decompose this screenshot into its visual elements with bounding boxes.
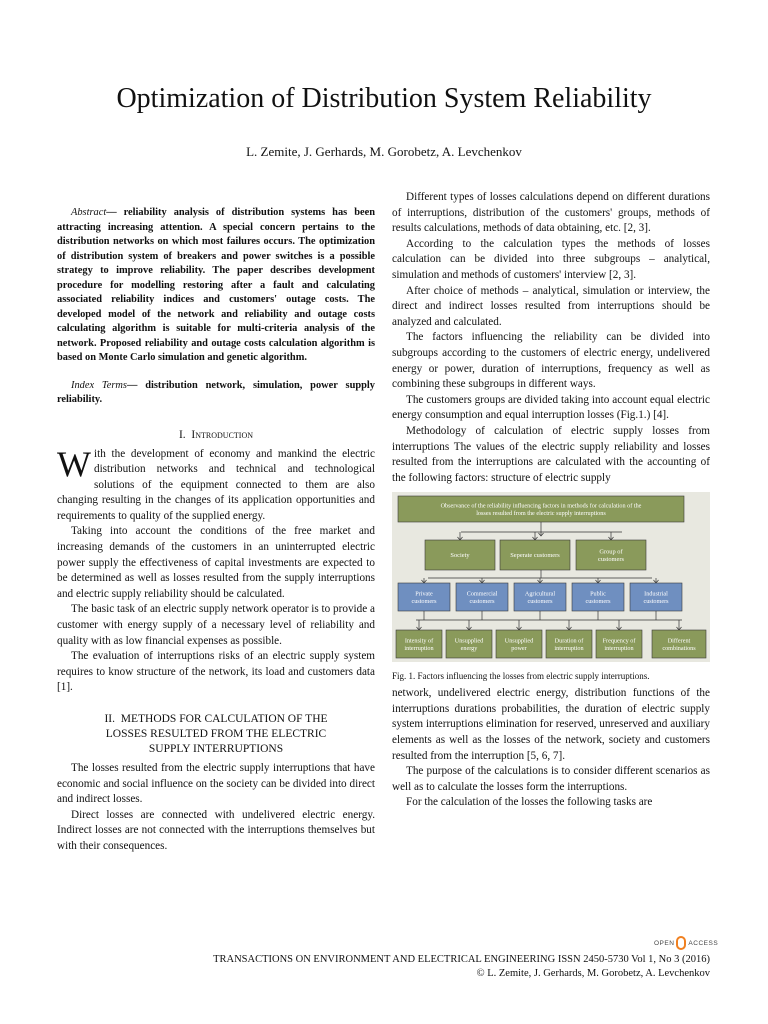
open-access-right-text: ACCESS: [688, 939, 719, 947]
intro-paragraph-3: The basic task of an electric supply network operator is to provide a customer with energy supply of a necessary level of reliability and quality with as low financial expenses as possible.: [57, 603, 375, 647]
intro-paragraph-2: Taking into account the conditions of the free market and increasing demands of the customers in an uninterrupted electric power supply the effectiveness of capital investments are expected to be determined as well as losses resulted from the supply interruptions and electric supply reliability should be calculated.: [57, 525, 375, 600]
right-paragraph-7: network, undelivered electric energy, distribution functions of the interruptions durations probabilities, the duration of electric supply system interruptions elimination for reserved, unreserved and auxiliary elements as well as the losses of the network, society and customers resulted from the interruption [5, 6, 7].: [392, 687, 710, 762]
top-factor-label: losses resulted from the electric supply interruptions: [476, 510, 606, 518]
right-paragraph-6: Methodology of calculation of electric supply losses from interruptions The values of the electric supply reliability and losses resulted from the interruptions are calculated with the accounting of the following factors: structure of electric supply: [392, 424, 710, 484]
level4-item-4-label: interruption: [604, 645, 634, 653]
right-paragraph-4: The factors influencing the reliability can be divided into subgroups according to the customers of electric energy, undelivered energy or power, duration of interruptions, frequency as well as combining these subgroups in different ways.: [392, 331, 710, 391]
left-column: [57, 206, 375, 855]
level3-item-4-label: Industrial: [644, 590, 668, 598]
level4-item-5-label: combinations: [662, 645, 696, 653]
right-paragraph-1: Different types of losses calculations depend on different durations of interruptions, distribution of the customers' groups, methods of results calculations, methods of data obtaining, etc. [2, 3].: [392, 191, 710, 235]
paper-authors: L. Zemite, J. Gerhards, M. Gorobetz, A. Levchenkov: [246, 144, 522, 159]
level2-item-0-label: Society: [450, 552, 470, 560]
level4-item-0-label: interruption: [404, 645, 434, 653]
level4-item-3-label: interruption: [554, 645, 584, 653]
level4-item-0-label: Intensity of: [404, 637, 434, 645]
level2-item-2-label: Group of: [599, 548, 623, 556]
level4-item-2-label: Unsupplied: [504, 637, 534, 645]
abstract: [57, 206, 375, 366]
top-factor-label: Observance of the reliability influencing factors in methods for calculation of the: [440, 502, 642, 510]
copyright-footer: © L. Zemite, J. Gerhards, M. Gorobetz, A. Levchenkov: [476, 968, 710, 979]
abstract-label: Abstract: [71, 207, 107, 218]
level3-item-0-label: customers: [411, 598, 437, 606]
right-paragraph-9: For the calculation of the losses the following tasks are: [406, 796, 653, 809]
factors-diagram-svg: [392, 492, 710, 662]
index-terms: [57, 379, 375, 408]
level3-item-4-label: customers: [643, 598, 669, 606]
level3-item-1-label: customers: [469, 598, 495, 606]
level2-item-2-label: customers: [598, 556, 624, 564]
open-access-lock-icon: [676, 936, 686, 950]
journal-footer: TRANSACTIONS ON ENVIRONMENT AND ELECTRICAL ENGINEERING ISSN 2450-5730 Vol 1, No 3 (2016): [213, 954, 710, 965]
index-terms-label: Index Terms: [71, 379, 127, 391]
methods-paragraph-2: Direct losses are connected with undelivered electric energy. Indirect losses are not connected with the interruptions themselves but with their consequences.: [57, 808, 375, 852]
right-paragraph-2: According to the calculation types the methods of losses calculation can be divided into three subgroups – analytical, simulation and methods of customers' interview [2, 3].: [392, 237, 710, 281]
section-2-heading: [57, 712, 375, 757]
paper-title: Optimization of Distribution System Reliability: [116, 83, 652, 114]
level3-item-1-label: Commercial: [466, 590, 498, 598]
methods-paragraph-1: The losses resulted from the electric supply interruptions that have economic and social influence on the society can be divided into direct and indirect losses.: [57, 762, 375, 806]
level3-item-2-label: Agricultural: [524, 590, 556, 598]
right-paragraph-8: The purpose of the calculations is to consider different scenarios as well as to calculate the losses form the interruptions.: [392, 765, 710, 793]
open-access-logo: [654, 936, 718, 950]
level4-item-2-label: power: [511, 645, 527, 653]
level4-item-4-label: Frequency of: [602, 637, 636, 645]
right-paragraph-3: After choice of methods – analytical, simulation or interview, the direct and indirect losses resulted from interruptions should be analyzed and calculated.: [392, 284, 710, 328]
right-paragraph-5: The customers groups are divided taking into account equal electric energy consumption and equal interruption losses (Fig.1.) [4].: [392, 393, 710, 422]
level2-item-1-label: Seperate customers: [510, 552, 560, 560]
figure-1-diagram: [392, 492, 710, 662]
level4-item-5-label: Different: [667, 637, 691, 645]
section-2-number: II.: [104, 713, 115, 725]
section-1-heading: [57, 428, 375, 443]
figure-1-caption: Fig. 1. Factors influencing the losses from electric supply interruptions.: [392, 671, 650, 682]
section-1-title: Introduction: [191, 428, 254, 441]
level4-item-3-label: Duration of: [554, 637, 584, 645]
index-terms-text: — distribution network, simulation, power supply reliability.: [57, 379, 375, 405]
level4-item-1-label: Unsupplied: [454, 637, 484, 645]
drop-cap: W: [57, 443, 91, 484]
open-access-left-text: OPEN: [654, 939, 675, 947]
section-2-title: METHODS FOR CALCULATION OF THE LOSSES RESULTED FROM THE ELECTRIC SUPPLY INTERRUPTIONS: [105, 713, 328, 755]
level3-item-3-label: Public: [590, 590, 606, 598]
abstract-text: — reliability analysis of distribution systems has been attracting increasing attention. A special concern pertains to the distribution networks on which most failures occurs. The optimization of distribution system of breakers and power switches is a possible strategy to improve reliability. The paper describes development procedure for modelling restoring after a fault and calculating associated reliability indices and customers' outage costs. The developed model of the network and reliability and outage costs calculating algorithm is suitable for multi-criteria analysis of the network. Proposed reliability and outage costs calculation algorithm is based on Monte Carlo simulation and genetic algorithm.: [57, 207, 375, 363]
level3-item-3-label: customers: [585, 598, 611, 606]
intro-paragraph-4: The evaluation of interruptions risks of an electric supply system requires to know structure of the network, its load and customers data [1].: [57, 650, 375, 694]
level3-item-2-label: customers: [527, 598, 553, 606]
level4-item-1-label: energy: [460, 645, 478, 653]
level3-item-0-label: Private: [415, 590, 433, 598]
section-1-number: I.: [178, 428, 186, 441]
right-column: [392, 190, 710, 811]
intro-paragraph-1: [57, 443, 375, 525]
intro-p1-text: ith the development of economy and mankind the electric distribution networks and technical and technological solutions of the equipment connected to them are also changing resulting in the changes of its application opportunities and requirements to quality of the supplied energy.: [57, 447, 375, 522]
